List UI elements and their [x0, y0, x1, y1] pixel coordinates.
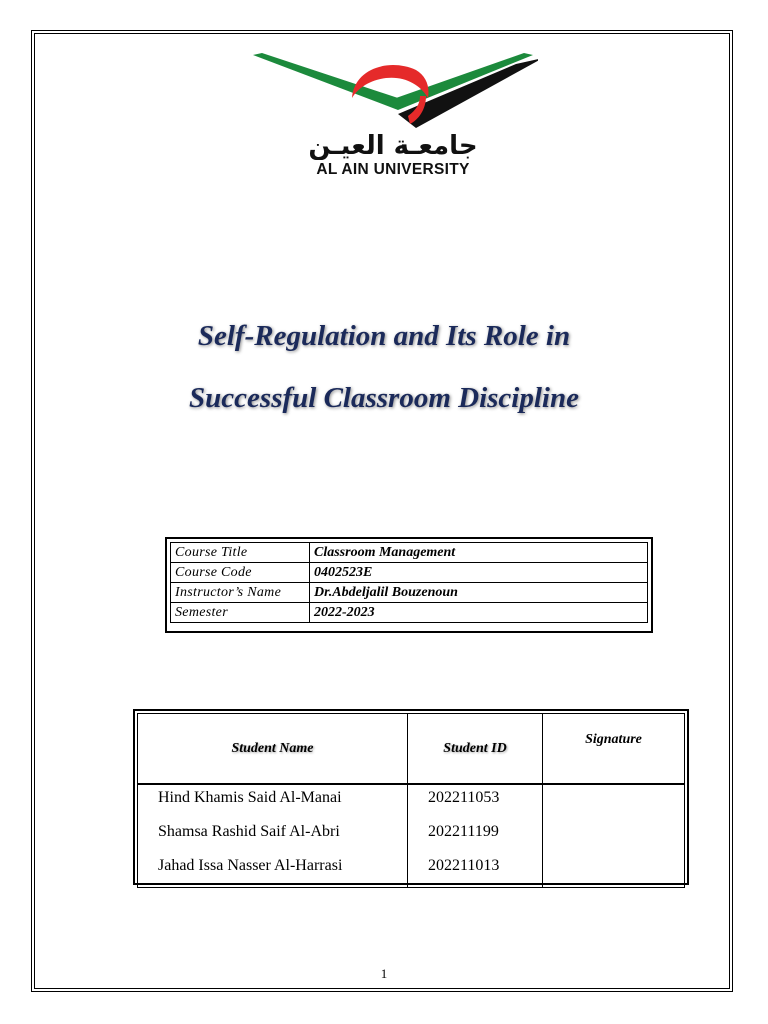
course-info-row [171, 603, 648, 623]
course-info-row [171, 563, 648, 583]
university-name: AL AIN UNIVERSITY [316, 161, 470, 178]
instructor-name-label: Instructor’s Name [171, 583, 310, 603]
logo-emblem-icon [248, 50, 538, 160]
course-info-row [171, 543, 648, 563]
document-title-line-2: Successful Classroom Discipline [189, 382, 579, 414]
student-name-header: Student Name [138, 714, 408, 785]
document-title-line-1: Self-Regulation and Its Role in [197, 320, 571, 352]
student-id: 202211199 [428, 823, 499, 840]
signature-cell [543, 784, 685, 888]
instructor-name-value: Dr.Abdeljalil Bouzenoun [310, 583, 648, 603]
course-title-label: Course Title [171, 543, 310, 563]
student-name: Shamsa Rashid Saif Al-Abri [158, 823, 340, 840]
student-name: Jahad Issa Nasser Al-Harrasi [158, 857, 343, 874]
student-id: 202211013 [428, 857, 500, 874]
svg-text:جامعـة العيـن: جامعـة العيـن [308, 131, 478, 160]
student-id: 202211053 [428, 789, 500, 806]
student-names-cell [138, 784, 408, 888]
signature-header: Signature [543, 714, 685, 785]
student-table-header [138, 714, 685, 785]
course-code-value: 0402523E [310, 563, 648, 583]
student-table-body [138, 784, 685, 888]
semester-label: Semester [171, 603, 310, 623]
university-logo [248, 50, 538, 180]
course-title-value: Classroom Management [310, 543, 648, 563]
course-info-row [171, 583, 648, 603]
semester-value: 2022-2023 [310, 603, 648, 623]
student-ids-cell [408, 784, 543, 888]
student-id-header: Student ID [408, 714, 543, 785]
student-info-box [133, 709, 689, 885]
course-code-label: Course Code [171, 563, 310, 583]
course-info-box [165, 537, 653, 633]
student-table [137, 713, 685, 888]
page-number: 1 [380, 966, 388, 981]
course-info-table [170, 542, 648, 623]
student-name: Hind Khamis Said Al-Manai [158, 789, 342, 806]
